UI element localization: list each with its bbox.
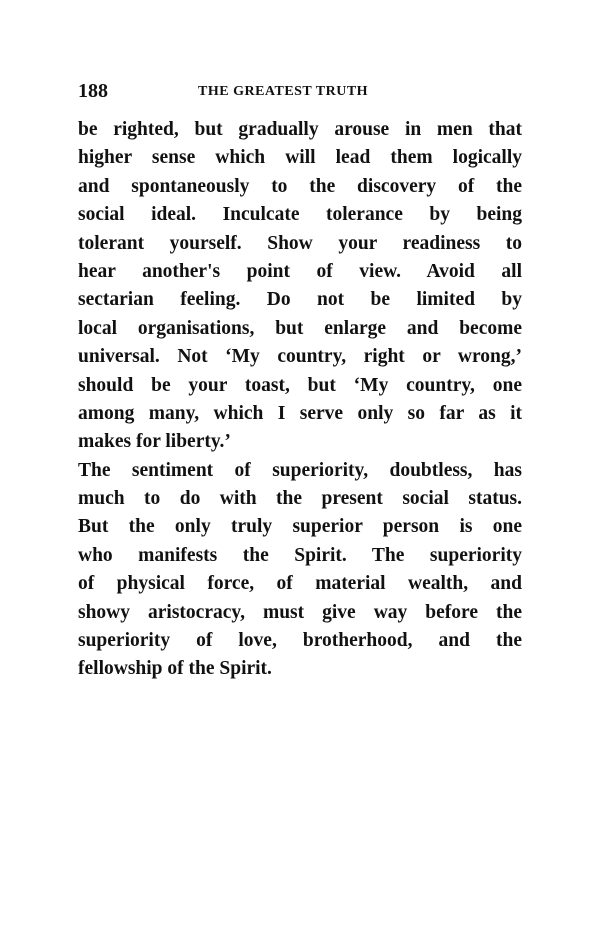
text-line: local organisations, but enlarge and become: [78, 317, 522, 339]
text-line: But the only truly superior person is one: [78, 516, 522, 538]
text-line: showy aristocracy, must give way before the: [78, 601, 522, 623]
text-line: superiority of love, brotherhood, and the: [78, 630, 522, 652]
text-line: The sentiment of superiority, doubtless, has: [78, 459, 522, 481]
text-line: hear another's point of view. Avoid all: [78, 260, 522, 282]
page-body: [78, 116, 522, 684]
text-line: fellowship of the Spirit.: [78, 658, 272, 680]
text-line: much to do with the present social status.: [78, 488, 522, 510]
page-number: 188: [78, 80, 108, 102]
text-line: and spontaneously to the discovery of the: [78, 175, 522, 197]
text-line: of physical force, of material wealth, and: [78, 573, 522, 595]
text-line: makes for liberty.’: [78, 431, 231, 453]
text-line: higher sense which will lead them logically: [78, 147, 522, 169]
text-line: sectarian feeling. Do not be limited by: [78, 289, 522, 311]
text-line: be righted, but gradually arouse in men that: [78, 119, 522, 140]
text-line: universal. Not ‘My country, right or wrong,’: [78, 346, 522, 368]
text-line: tolerant yourself. Show your readiness to: [78, 232, 522, 254]
text-line: who manifests the Spirit. The superiority: [78, 544, 522, 566]
text-line: among many, which I serve only so far as it: [78, 402, 522, 424]
text-line: should be your toast, but ‘My country, one: [78, 374, 522, 396]
text-line: social ideal. Inculcate tolerance by being: [78, 204, 522, 226]
page-header: [78, 80, 522, 106]
running-title: THE GREATEST TRUTH: [198, 84, 369, 99]
